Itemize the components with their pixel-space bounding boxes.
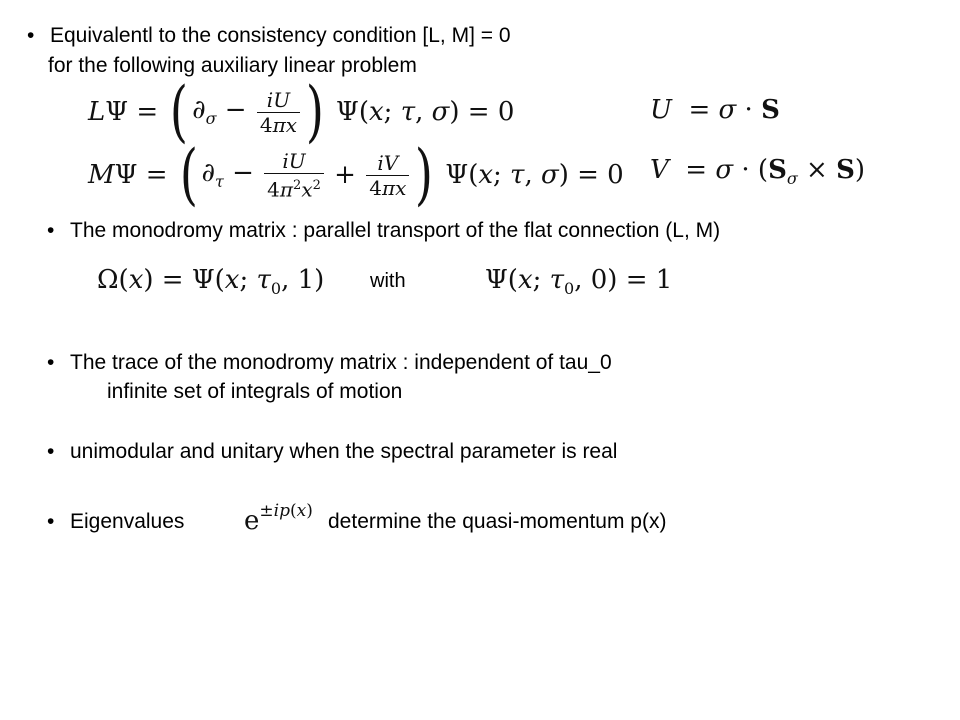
text-auxiliary-problem: for the following auxiliary linear problem [48, 54, 417, 77]
bullet-4: • [47, 440, 55, 463]
text-consistency-condition: Equivalentl to the consistency condition [L, M] = 0 [50, 24, 511, 47]
text-eigenvalues: Eigenvalues [70, 510, 185, 533]
equation-v: $V = \sigma \cdot (S_\sigma \times S)$ [650, 155, 866, 189]
text-integrals-of-motion: infinite set of integrals of motion [107, 380, 403, 403]
text-quasi-momentum: determine the quasi-momentum p(x) [328, 510, 667, 533]
text-monodromy-matrix: The monodromy matrix : parallel transport of the flat connection (L, M) [70, 219, 721, 242]
text-unimodular: unimodular and unitary when the spectral parameter is real [70, 440, 618, 463]
equation-initial-condition: Ψ(x; $\tau_0$, 0) = 1 [485, 265, 673, 299]
bullet-1: • [27, 24, 35, 47]
equation-l-psi: LΨ = ( $\partial_\sigma$ − $\frac{iU}{4\pi x}$ ) Ψ(x; τ, σ) = 0 [88, 73, 515, 150]
text-trace: The trace of the monodromy matrix : independent of tau_0 [70, 351, 612, 374]
equation-omega: Ω(x) = Ψ(x; $\tau_0$, 1) [97, 265, 325, 299]
bullet-5: • [47, 510, 55, 533]
text-with: with [370, 270, 406, 292]
equation-m-psi: MΨ = ( $\partial_\tau$ − $\frac{iU}{4\pi^2x^2}$ + $\frac{iV}{4\pi x}$ ) Ψ(x; τ, σ) = 0 [88, 136, 624, 213]
equation-eigenvalue-exponential: $e^{\pm ip(x)}$ [244, 501, 313, 536]
equation-u: U = σ · S [650, 95, 780, 125]
bullet-2: • [47, 219, 55, 242]
bullet-3: • [47, 351, 55, 374]
